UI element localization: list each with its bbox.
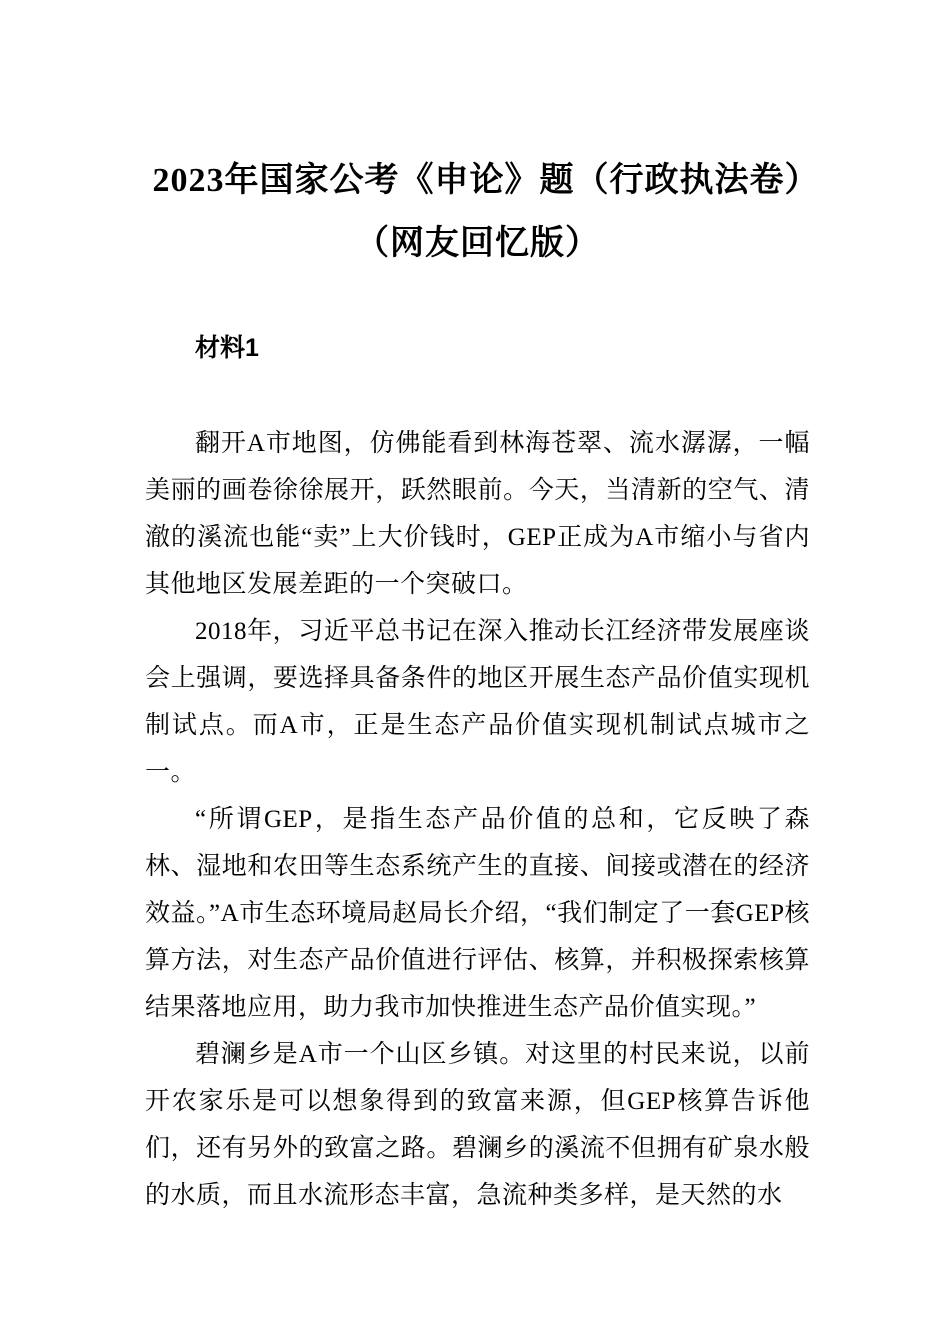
document-body — [145, 420, 810, 1219]
paragraph: 翻开A市地图，仿佛能看到林海苍翠、流水潺潺，一幅美丽的画卷徐徐展开，跃然眼前。今天，当清新的空气、清澈的溪流也能“卖”上大价钱时，GEP正成为A市缩小与省内其他地区发展差距的一个突破口。 — [145, 430, 810, 599]
section-heading: 材料1 — [195, 333, 259, 362]
paragraph: “所谓GEP，是指生态产品价值的总和，它反映了森林、湿地和农田等生态系统产生的直接、间接或潜在的经济效益。”A市生态环境局赵局长介绍，“我们制定了一套GEP核算方法，对生态产品价值进行评估、核算，并积极探索核算结果落地应用，助力我市加快推进生态产品价值实现。” — [145, 806, 810, 1022]
paragraph: 2018年，习近平总书记在深入推动长江经济带发展座谈会上强调，要选择具备条件的地区开展生态产品价值实现机制试点。而A市，正是生态产品价值实现机制试点城市之一。 — [145, 618, 810, 787]
paragraph: 碧澜乡是A市一个山区乡镇。对这里的村民来说，以前开农家乐是可以想象得到的致富来源，但GEP核算告诉他们，还有另外的致富之路。碧澜乡的溪流不但拥有矿泉水般的水质，而且水流形态丰富，急流种类多样，是天然的水 — [145, 1041, 810, 1210]
document-title: 2023年国家公考《申论》题（行政执法卷）（网友回忆版） — [152, 162, 803, 262]
